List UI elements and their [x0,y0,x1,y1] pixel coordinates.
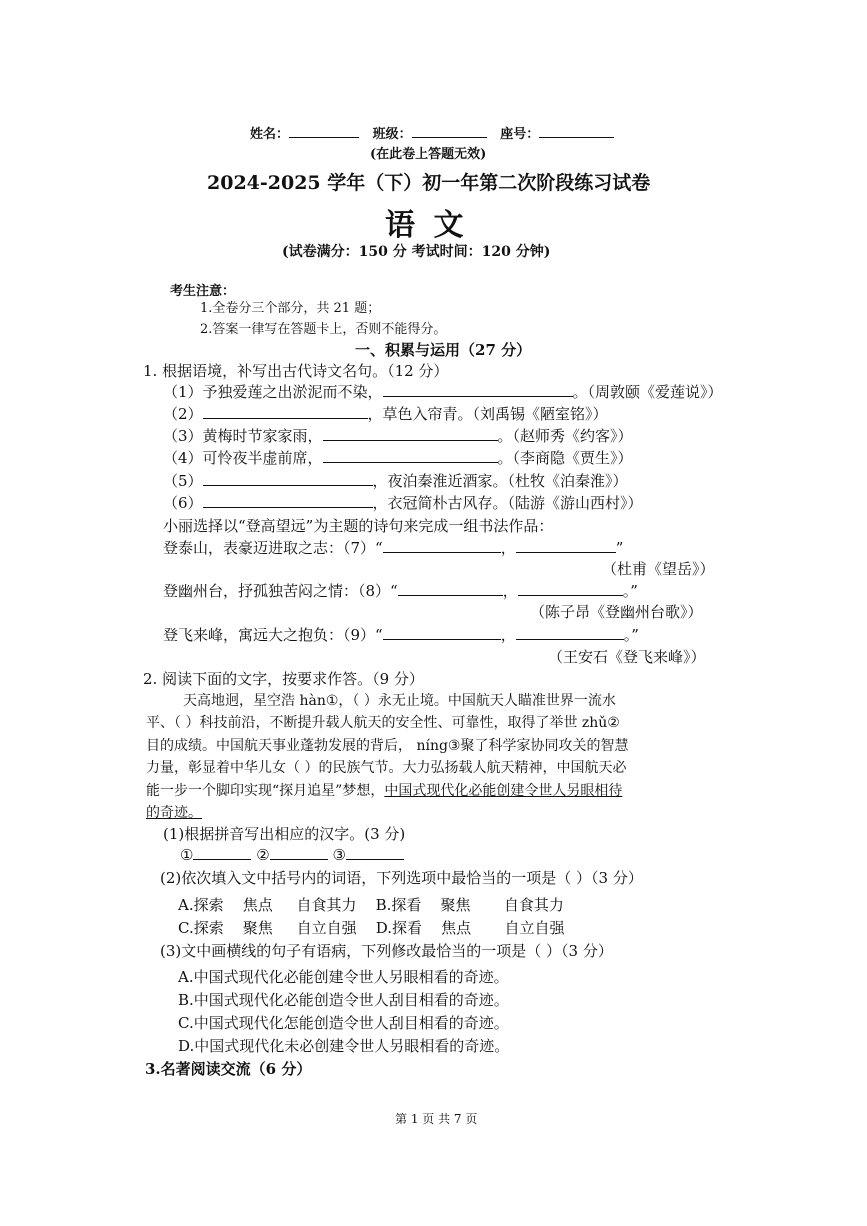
passage-line: 天高地迥，星空浩 hàn①，（ ）永无止境。中国航天人瞄准世界一流水 [183,693,616,709]
answer-blank[interactable] [270,845,328,860]
q2-sub-1: (1)根据拼音写出相应的汉字。(3 分) [163,825,406,843]
q1-item-3: （3）黄梅时节家家雨， 。（赵师秀《约客》） [163,427,633,445]
q2-sub-2: (2)依次填入文中括号内的词语，下列选项中最恰当的一项是（ ）（3 分） [160,869,643,887]
section-title: 一、积累与运用（27 分） [355,341,532,359]
instructions-title: 考生注意： [170,284,236,299]
seat-label: 座号： [500,127,540,142]
q1-item-7-source: （杜甫《望岳》） [602,560,715,578]
q2-sub-3: (3)文中画横线的句子有语病，下列修改最恰当的一项是（ ）（3 分） [160,942,613,960]
q2-sub-3-option: C.中国式现代化怎能创造令世人刮目相看的奇迹。 [178,1014,509,1032]
page-number: 第 1 页 共 7 页 [395,1112,478,1126]
passage-line: 力量，彰显着中华儿女（ ）的民族气节。大力弘扬载人航天精神，中国航天必 [146,760,627,776]
q1-item-2: （2） ，草色入帘青。（刘禹锡《陋室铭》） [163,405,608,423]
q1-item-7: 登泰山，表豪迈进取之志：（7）“ ， ” [163,539,624,557]
answer-blank[interactable] [203,471,373,486]
q1-item-4: （4）可怜夜半虚前席， 。（李商隐《贾生》） [163,449,633,467]
name-label: 姓名： [250,127,290,142]
q1-item-8-source: （陈子昂《登幽州台歌》） [530,603,703,621]
answer-blank[interactable] [323,426,498,441]
q2-sub-3-option: D.中国式现代化未必创建令世人另眼相看的奇迹。 [178,1037,510,1055]
subject-title: 语 文 [385,208,468,243]
class-field[interactable] [412,123,487,138]
underlined-sentence: 中国式现代化必能创建令世人另眼相待 [384,783,623,799]
question-2-stem: 2. 阅读下面的文字，按要求作答。（9 分） [143,670,424,688]
underlined-sentence-end: 的奇迹。 [146,805,202,821]
class-label: 班级： [372,127,412,142]
instruction-item: 1.全卷分三个部分，共 21 题； [200,301,381,316]
answer-blank[interactable] [516,538,616,553]
answer-blank[interactable] [346,845,404,860]
exam-title: 2024-2025 学年（下）初一年第二次阶段练习试卷 [207,172,651,194]
q1-item-8: 登幽州台，抒孤独苦闷之情：（8）“ ， 。” [163,582,638,600]
q2-sub-3-option: A.中国式现代化必能创建令世人另眼相看的奇迹。 [178,968,509,986]
q2-sub-1-blanks: ① ② ③ [180,845,404,864]
answer-blank[interactable] [323,448,498,463]
name-field[interactable] [289,123,359,138]
q2-sub-2-option-row: A.探索 焦点 自食其力 B.探看 聚焦 自食其力 [178,896,564,914]
q1-item-9-source: （王安石《登飞来峰》） [548,648,706,666]
question-3-stem: 3.名著阅读交流（6 分） [145,1060,312,1078]
answer-blank[interactable] [398,581,503,596]
q1-item-9: 登飞来峰，寓远大之抱负：（9）“ ， 。” [163,626,639,644]
q1-item-1: （1）予独爱莲之出淤泥而不染， 。（周敦颐《爱莲说》） [163,383,723,401]
answer-notice: (在此卷上答题无效) [370,147,487,162]
question-1-stem: 1. 根据语境，补写出古代诗文名句。（12 分） [143,362,449,380]
answer-blank[interactable] [383,382,573,397]
instruction-item: 2.答案一律写在答题卡上，否则不能得分。 [200,322,447,337]
answer-blank[interactable] [383,538,501,553]
passage-line: 能一步一个脚印实现“探月追星”梦想，中国式现代化必能创建令世人另眼相待 [146,783,623,799]
answer-blank[interactable] [516,625,624,640]
passage-line: 平、（ ）科技前沿，不断提升载人航天的安全性、可靠性，取得了举世 zhǔ② [146,715,620,731]
q1-item-6: （6） ，衣冠简朴古风存。（陆游《游山西村》） [163,494,643,512]
answer-blank[interactable] [518,581,623,596]
answer-blank[interactable] [203,493,373,508]
student-info-row [250,123,614,142]
answer-blank[interactable] [193,845,251,860]
q2-sub-2-option-row: C.探索 聚焦 自立自强 D.探看 焦点 自立自强 [178,919,565,937]
q1-context: 小丽选择以“登高望远”为主题的诗句来完成一组书法作品： [163,517,554,535]
passage-line: 目的成绩。中国航天事业蓬勃发展的背后， níng③聚了科学家协同攻关的智慧 [146,738,629,754]
q1-item-5: （5） ，夜泊秦淮近酒家。（杜牧《泊秦淮》） [163,472,628,490]
answer-blank[interactable] [383,625,501,640]
seat-field[interactable] [539,123,614,138]
answer-blank[interactable] [203,404,368,419]
q2-sub-3-option: B.中国式现代化必能创造令世人刮目相看的奇迹。 [178,991,509,1009]
exam-info: (试卷满分：150 分 考试时间：120 分钟) [282,244,551,260]
